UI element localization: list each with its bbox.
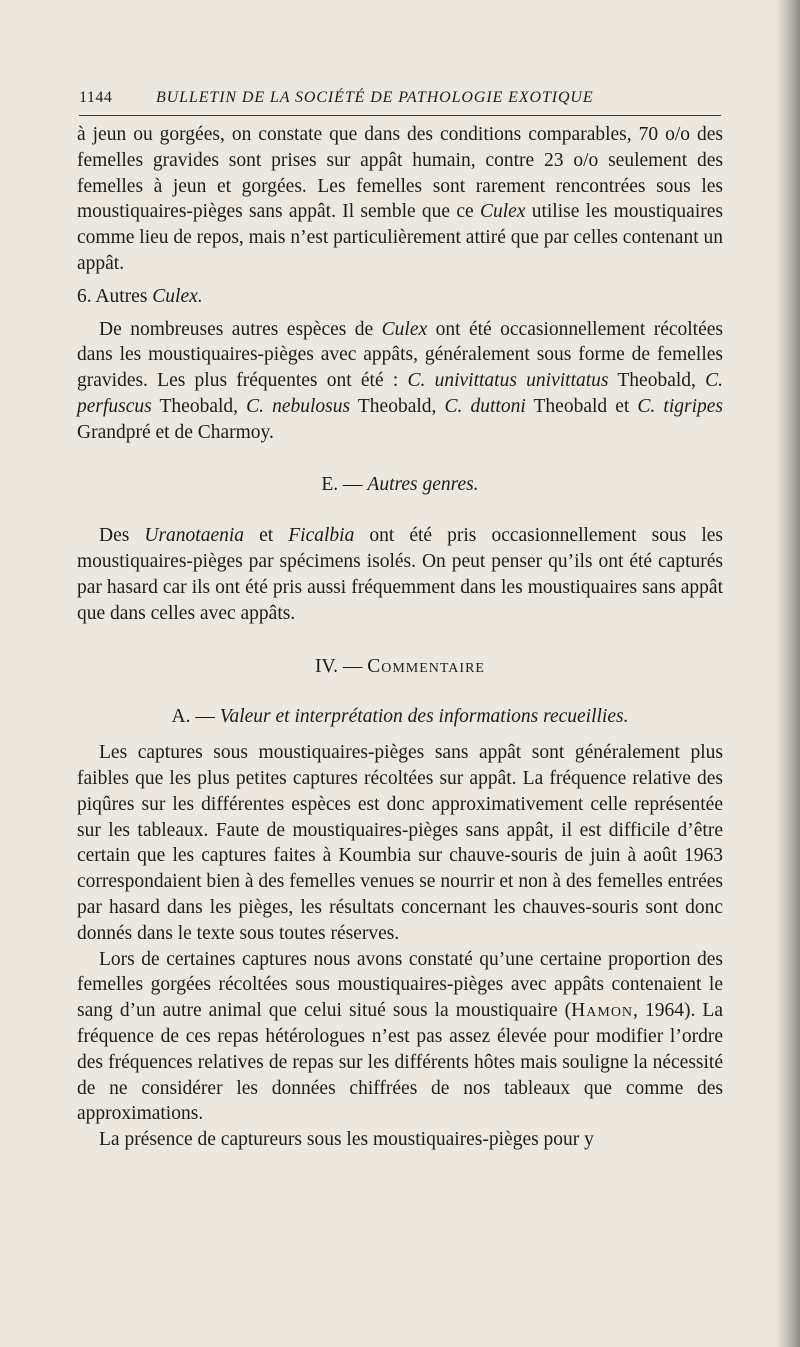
species-name: C. duttoni (444, 395, 526, 417)
running-head (79, 86, 721, 110)
page-edge-shadow (776, 0, 800, 1347)
paragraph-1: à jeun ou gorgées, on constate que dans des conditions comparables, 70 o/o des femelles gravides sont prises sur appât humain, contre 23 o/o seulement des femelles à jeun et gorgées. Les femelles sont rarement rencontrées sous les moustiquaires-pièges sans appât. Il semble que ce Culex utilise les moustiquaires comme lieu de repos, mais n’est particulièrement attiré que par celles contenant un appât. (77, 124, 723, 274)
species-name: C. tigripes (637, 395, 723, 417)
paragraph-5: Lors de certaines captures nous avons constaté qu’une certaine proportion des femelles gorgées récoltées sous moustiquaires-pièges avec appâts contenaient le sang d’un autre animal que celui situé sous la moustiquaire (Hamon, 1964). La fréquence de ces repas hétérologues n’est pas assez élevée pour modifier l’ordre des fréquences relatives de repas sur les différents hôtes mais souligne la nécessité de ne considérer les données chiffrées de nos tableaux que comme des approximations. (77, 948, 723, 1125)
body-text (77, 122, 723, 1153)
page-number: 1144 (79, 89, 113, 106)
genus-culex: Culex (479, 201, 526, 223)
species-name: C. nebulosus (246, 395, 351, 417)
section-heading-a: A. — Valeur et interprétation des informations recueillies. (171, 706, 629, 728)
section-heading-iv: IV. — Commentaire (315, 655, 485, 677)
paragraph-3: Des Uranotaenia et Ficalbia ont été pris occasionnellement sous les moustiquaires-pièges par spécimens isolés. On peut penser qu’ils ont été capturés par hasard car ils ont été pris aussi fréquemment dans les moustiquaires sans appât que dans celles avec appâts. (77, 525, 724, 624)
species-name: C. perfuscus (77, 370, 724, 417)
section-heading-e: E. — Autres genres. (321, 473, 479, 495)
genus-name: Ficalbia (288, 525, 355, 547)
paragraph-4: Les captures sous moustiquaires-pièges sans appât sont généralement plus faibles que les plus petites captures récoltées sur appât. La fréquence relative des piqûres sur les différentes espèces est donc approximativement celle représentée sur les tableaux. Faute de moustiquaires-pièges sans appât, il est difficile d’être certain que les captures faites à Koumbia sur chauve-souris de juin à août 1963 correspondaient bien à des femelles venues se nourrir et non à des femelles entrées par hasard dans les pièges, les résultats concernant les chauves-souris sont donc donnés dans le texte sous toutes réserves. (77, 742, 723, 944)
paragraph-2: De nombreuses autres espèces de Culex ont été occasionnellement récoltées dans les moustiquaires-pièges avec appâts, généralement sous forme de femelles gravides. Les plus fréquentes ont été : C. univittatus univittatus Theobald, C. perfuscus Theobald, C. nebulosus Theobald, C. duttoni Theobald et C. tigripes Grandpré et de Charmoy. (77, 318, 724, 443)
author-name: Hamon (571, 1000, 634, 1022)
header-rule (79, 115, 721, 116)
species-name: C. univittatus univittatus (407, 370, 609, 392)
paragraph-6: La présence de captureurs sous les moustiquaires-pièges pour y (99, 1129, 594, 1151)
journal-title: BULLETIN DE LA SOCIÉTÉ DE PATHOLOGIE EXOTIQUE (156, 89, 594, 106)
section-heading-6: 6. Autres Culex. (77, 285, 203, 307)
genus-name: Uranotaenia (144, 525, 245, 547)
